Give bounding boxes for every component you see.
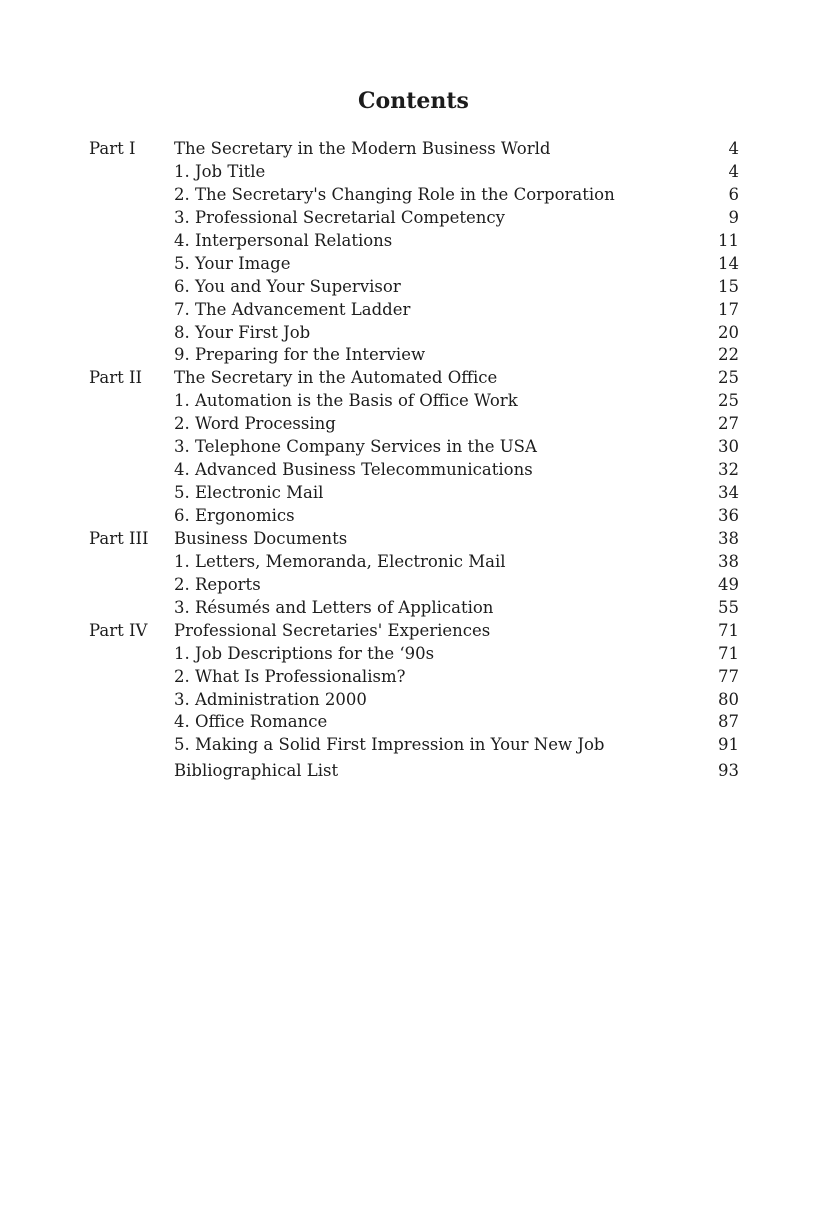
page-title: Contents: [358, 88, 469, 114]
toc-entry: [89, 299, 739, 322]
page-number: 25: [718, 391, 739, 411]
toc-entry: [89, 184, 739, 207]
entry-title: 5. Your Image: [174, 253, 291, 273]
part-label: Part I: [89, 139, 136, 158]
page-number: 32: [718, 460, 739, 480]
toc-entry: [89, 207, 739, 230]
entry-title: 3. Administration 2000: [174, 689, 367, 709]
page-number: 27: [718, 414, 739, 434]
entry-title: 1. Automation is the Basis of Office Work: [174, 391, 518, 411]
page-number: 4: [728, 139, 739, 158]
part-label: Part III: [89, 528, 149, 548]
page-number: 77: [718, 666, 739, 686]
entry-title: 2. What Is Professionalism?: [174, 666, 406, 686]
part-label: Part II: [89, 368, 142, 388]
page-number: 36: [718, 506, 739, 525]
toc-entry: [89, 597, 739, 620]
toc-entry: [89, 459, 739, 482]
toc-entry: [89, 528, 739, 551]
page-number: 71: [718, 620, 739, 640]
entry-title: 6. You and Your Supervisor: [174, 276, 401, 296]
entry-title: 5. Making a Solid First Impression in Your New Job: [174, 735, 605, 755]
table-of-contents: [89, 138, 739, 783]
entry-title: 5. Electronic Mail: [174, 483, 324, 503]
toc-entry: [89, 413, 739, 436]
entry-title: 6. Ergonomics: [174, 506, 295, 525]
page-number: 17: [718, 299, 739, 319]
page-number: 91: [718, 735, 739, 755]
toc-entry: [89, 230, 739, 253]
toc-entry: [89, 390, 739, 413]
toc-entry: [89, 620, 739, 643]
page-number: 30: [718, 437, 739, 457]
toc-entry: [89, 760, 739, 783]
entry-title: 7. The Advancement Ladder: [174, 299, 411, 319]
entry-title: Professional Secretaries' Experiences: [174, 620, 491, 640]
page-number: 25: [718, 368, 739, 388]
toc-entry: [89, 711, 739, 734]
page-number: 87: [718, 712, 739, 732]
toc-entry: [89, 161, 739, 184]
entry-title: Bibliographical List: [174, 761, 339, 781]
toc-entry: [89, 551, 739, 574]
entry-title: 2. Reports: [174, 574, 261, 594]
page-number: 93: [718, 761, 739, 781]
page-number: 38: [718, 551, 739, 571]
page-number: 22: [718, 345, 739, 365]
toc-entry: [89, 322, 739, 345]
page-number: 49: [718, 574, 739, 594]
page-number: 15: [718, 276, 739, 296]
page-number: 11: [718, 230, 739, 250]
entry-title: 2. The Secretary's Changing Role in the Corporation: [174, 184, 615, 204]
entry-title: Business Documents: [174, 528, 348, 548]
page-number: 20: [718, 322, 739, 342]
toc-entry: [89, 482, 739, 505]
entry-title: 2. Word Processing: [174, 414, 336, 434]
entry-title: 9. Preparing for the Interview: [174, 345, 426, 365]
entry-title: 4. Advanced Business Telecommunications: [174, 460, 533, 480]
entry-title: 4. Interpersonal Relations: [174, 230, 393, 250]
entry-title: 8. Your First Job: [174, 322, 311, 342]
toc-entry: [89, 276, 739, 299]
page-number: 14: [718, 253, 739, 273]
toc-entry: [89, 689, 739, 712]
entry-title: 1. Job Title: [174, 161, 266, 181]
toc-entry: [89, 344, 739, 367]
page-number: 9: [728, 207, 739, 227]
page-number: 71: [718, 643, 739, 663]
toc-entry: [89, 436, 739, 459]
page-number: 38: [718, 528, 739, 548]
entry-title: 1. Job Descriptions for the ‘90s: [174, 643, 435, 663]
entry-title: 4. Office Romance: [174, 712, 328, 732]
entry-title: 1. Letters, Memoranda, Electronic Mail: [174, 551, 506, 571]
toc-entry: [89, 505, 739, 528]
entry-title: 3. Professional Secretarial Competency: [174, 207, 505, 227]
page-number: 4: [728, 161, 739, 181]
toc-entry: [89, 643, 739, 666]
page-number: 80: [718, 689, 739, 709]
toc-entry: [89, 734, 739, 757]
page-number: 6: [728, 184, 739, 204]
toc-entry: [89, 666, 739, 689]
page-number: 55: [718, 597, 739, 617]
toc-entry: [89, 253, 739, 276]
toc-entry: [89, 367, 739, 390]
toc-entry: [89, 138, 739, 161]
entry-title: The Secretary in the Automated Office: [174, 368, 498, 388]
entry-title: 3. Résumés and Letters of Application: [174, 597, 494, 617]
entry-title: 3. Telephone Company Services in the USA: [174, 437, 537, 457]
toc-entry: [89, 574, 739, 597]
part-label: Part IV: [89, 620, 148, 640]
entry-title: The Secretary in the Modern Business World: [174, 139, 551, 158]
page-number: 34: [718, 483, 739, 503]
